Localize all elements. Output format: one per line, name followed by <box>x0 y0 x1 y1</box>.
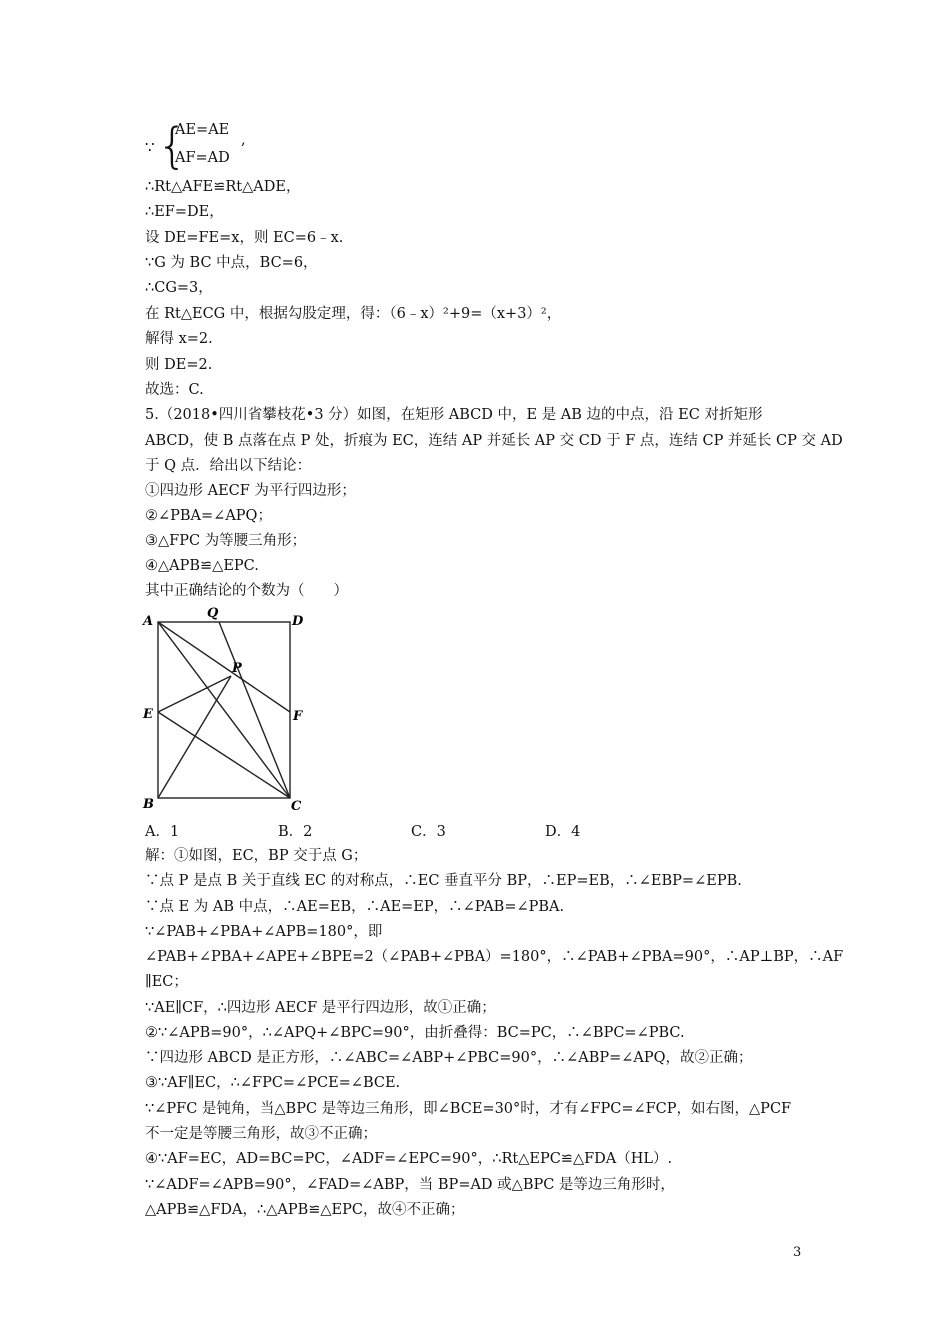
solution-line: 解：①如图，EC，BP 交于点 G； <box>145 848 368 864</box>
equation-comma: , <box>241 132 246 148</box>
solution-line: ∵∠ADF=∠APB=90°，∠FAD=∠ABP，当 BP=AD 或△BPC 是等边三角形时， <box>145 1177 675 1193</box>
solution-line: ∵四边形 ABCD 是正方形，∴∠ABC=∠ABP+∠PBC=90°，∴∠ABP=∠APQ，故②正确； <box>145 1050 753 1066</box>
solution-line: ∵AE∥CF，∴四边形 AECF 是平行四边形，故①正确； <box>145 1000 496 1016</box>
solution-line: ④∵AF=EC，AD=BC=PC，∠ADF=∠EPC=90°，∴Rt△EPC≌△FDA（HL）. <box>145 1151 673 1167</box>
solution-line: 不一定是等腰三角形，故③不正确； <box>145 1126 377 1142</box>
conclusion-1: ①四边形 AECF 为平行四边形； <box>145 483 356 499</box>
option-c: C．3 <box>411 824 446 840</box>
solution-line: ∵点 P 是点 B 关于直线 EC 的对称点，∴EC 垂直平分 BP，∴EP=EB，∴∠EBP=∠EPB. <box>145 873 742 889</box>
equation-1: AE=AE <box>175 122 230 138</box>
text-line: 则 DE=2. <box>145 357 213 373</box>
text-line: 解得 x=2. <box>145 331 213 347</box>
text-line: ∴EF=DE， <box>145 204 224 220</box>
label-a: A <box>143 614 154 629</box>
option-a: A．1 <box>145 824 180 840</box>
fold-line-ec <box>158 712 290 798</box>
text-line: 在 Rt△ECG 中，根据勾股定理，得：（6﹣x）²+9=（x+3）²， <box>145 306 562 322</box>
diagonal-ac <box>158 622 290 798</box>
conclusion-2: ②∠PBA=∠APQ； <box>145 508 272 524</box>
problem-statement: ABCD，使 B 点落在点 P 处，折痕为 EC，连结 AP 并延长 AP 交 CD 于 F 点，连结 CP 并延长 CP 交 AD <box>145 433 843 449</box>
left-brace: { <box>157 118 188 174</box>
geometry-figure <box>140 602 315 814</box>
label-e: E <box>143 707 153 722</box>
because-symbol: ∵ <box>145 138 155 156</box>
label-d: D <box>292 614 304 629</box>
label-c: C <box>291 799 302 814</box>
label-f: F <box>293 709 303 724</box>
solution-line: ∵∠PAB+∠PBA+∠APB=180°，即 <box>145 924 383 940</box>
problem-statement: 5.（2018•四川省攀枝花•3 分）如图，在矩形 ABCD 中，E 是 AB 边的中点，沿 EC 对折矩形 <box>145 407 763 423</box>
solution-line: ②∵∠APB=90°，∴∠APQ+∠BPC=90°，由折叠得：BC=PC，∴∠BPC=∠PBC. <box>145 1025 685 1041</box>
solution-line: ∠PAB+∠PBA+∠APE+∠BPE=2（∠PAB+∠PBA）=180°，∴∠PAB+∠PBA=90°，∴AP⊥BP，∴AF <box>145 949 844 965</box>
text-line: 设 DE=FE=x，则 EC=6﹣x. <box>145 230 344 246</box>
text-line: ∵G 为 BC 中点，BC=6， <box>145 255 318 271</box>
label-q: Q <box>207 606 219 621</box>
solution-line: ∥EC； <box>145 974 188 990</box>
text-line: ∴Rt△AFE≌Rt△ADE， <box>145 179 301 195</box>
solution-line: ∵点 E 为 AB 中点，∴AE=EB，∴AE=EP，∴∠PAB=∠PBA. <box>145 899 565 915</box>
solution-line: ∵∠PFC 是钝角，当△BPC 是等边三角形，即∠BCE=30°时，才有∠FPC=∠FCP，如右图，△PCF <box>145 1101 792 1117</box>
segment-qc <box>219 622 290 798</box>
solution-line: △APB≌△FDA，∴△APB≌△EPC，故④不正确； <box>145 1202 465 1218</box>
page-number: 3 <box>793 1245 802 1260</box>
equation-system <box>145 118 285 178</box>
question-line: 其中正确结论的个数为（ ） <box>145 583 348 599</box>
option-d: D．4 <box>545 824 581 840</box>
equation-2: AF=AD <box>175 150 230 166</box>
option-b: B．2 <box>278 824 313 840</box>
text-line: ∴CG=3， <box>145 280 213 296</box>
conclusion-3: ③△FPC 为等腰三角形； <box>145 533 307 549</box>
solution-line: ③∵AF∥EC，∴∠FPC=∠PCE=∠BCE. <box>145 1075 401 1091</box>
problem-statement: 于 Q 点．给出以下结论： <box>145 458 312 474</box>
label-b: B <box>143 797 154 812</box>
label-p: P <box>232 661 242 676</box>
text-line: 故选：C. <box>145 382 204 398</box>
conclusion-4: ④△APB≌△EPC. <box>145 558 259 574</box>
